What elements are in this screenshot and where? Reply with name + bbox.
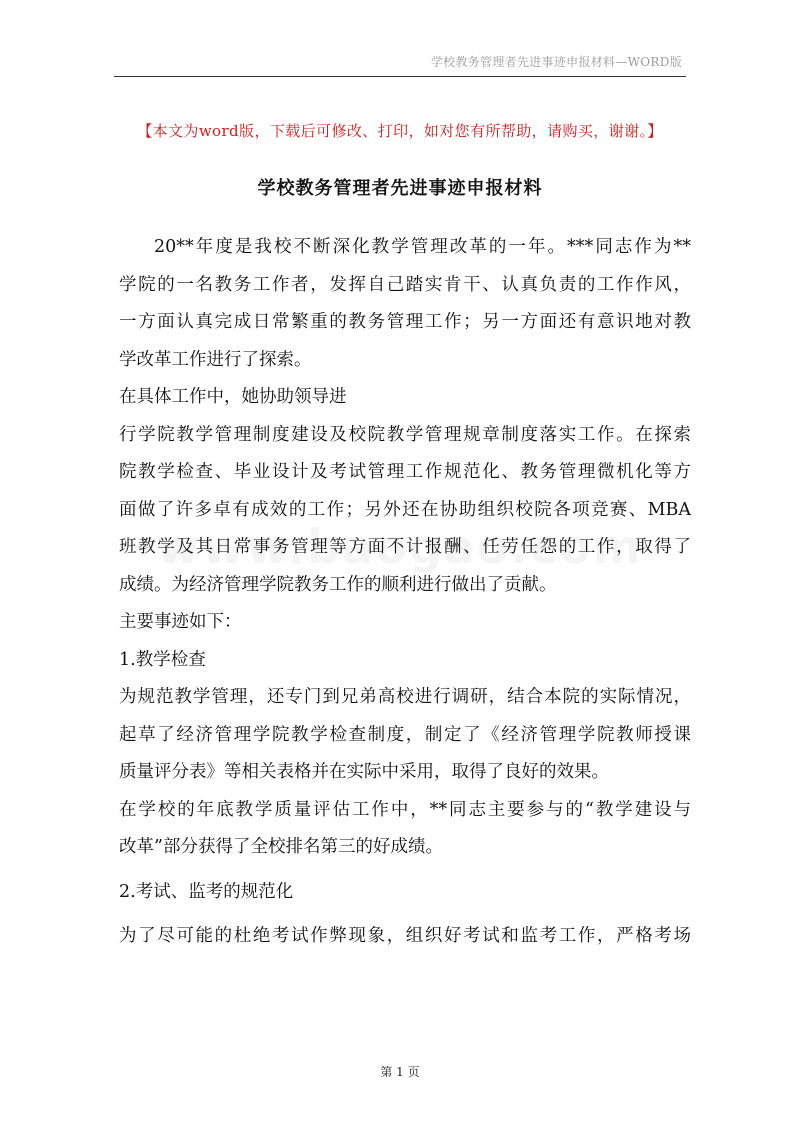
paragraph-line: 改革”部分获得了全校排名第三的好成绩。 <box>119 837 443 857</box>
paragraph-line: 为了尽可能的杜绝考试作弊现象，组织好考试和监考工作，严格考场 <box>119 926 691 946</box>
section-heading: 2.考试、监考的规范化 <box>119 881 294 902</box>
section-intro: 主要事迹如下： <box>119 612 242 632</box>
paragraph-line: 成绩。为经济管理学院教务工作的顺利进行做出了贡献。 <box>119 574 557 595</box>
document-body <box>119 229 691 956</box>
paragraph-line: 学院的一名教务工作者，发挥自己踏实肯干、认真负责的工作作风， <box>119 274 691 295</box>
section-heading: 1.教学检查 <box>119 649 206 670</box>
paragraph-line: 面做了许多卓有成效的工作；另外还在协助组织校院各项竞赛、MBA <box>119 499 691 520</box>
paragraph-line: 起草了经济管理学院教学检查制度，制定了《经济管理学院教师授课 <box>119 724 691 745</box>
download-notice: 【本文为word版，下载后可修改、打印，如对您有所帮助，请购买，谢谢。】 <box>137 122 663 140</box>
document-title: 学校教务管理者先进事迹申报材料 <box>257 178 543 199</box>
paragraph-line: 院教学检查、毕业设计及考试管理工作规范化、教务管理微机化等方 <box>119 462 691 482</box>
paragraph-line: 为规范教学管理，还专门到兄弟高校进行调研，结合本院的实际情况， <box>119 687 691 707</box>
paragraph-line: 在学校的年底教学质量评估工作中，**同志主要参与的“教学建设与 <box>119 799 691 820</box>
paragraph-line: 在具体工作中，她协助领导进 <box>119 387 347 407</box>
paragraph-line: 班教学及其日常事务管理等方面不计报酬、任劳任怨的工作，取得了 <box>119 537 691 557</box>
page-number: 第 1 页 <box>380 1065 420 1079</box>
paragraph-line: 行学院教学管理制度建设及校院教学管理规章制度落实工作。在探索 <box>119 424 691 445</box>
paragraph-line: 一方面认真完成日常繁重的教务管理工作；另一方面还有意识地对教 <box>119 312 691 332</box>
paragraph-line: 质量评分表》等相关表格并在实际中采用，取得了良好的效果。 <box>119 762 609 782</box>
paragraph-line: 20**年度是我校不断深化教学管理改革的一年。***同志作为** <box>154 237 691 257</box>
paragraph-line: 学改革工作进行了探索。 <box>119 349 312 370</box>
header-title: 学校教务管理者先进事迹申报材料—WORD版 <box>430 55 682 69</box>
header-divider <box>114 76 686 77</box>
